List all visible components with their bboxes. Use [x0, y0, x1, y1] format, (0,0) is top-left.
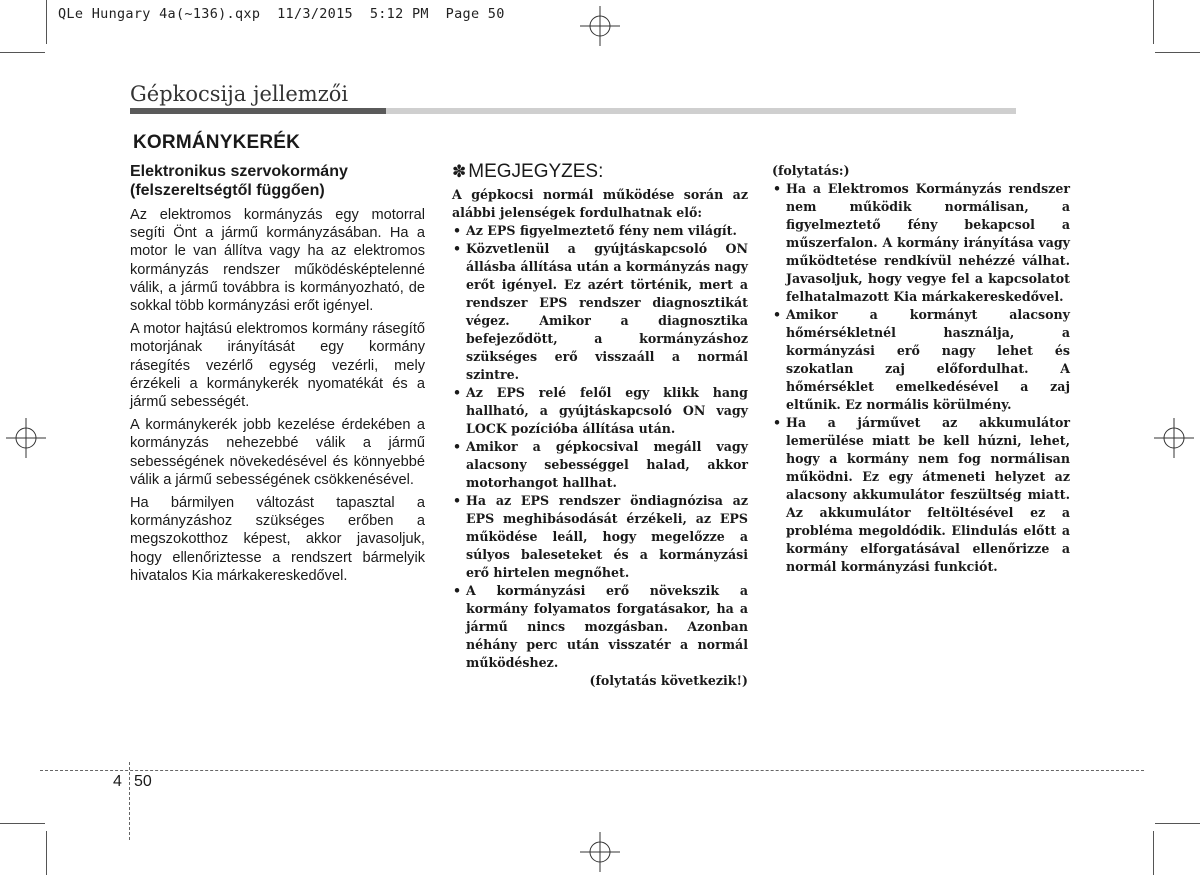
- header-bar-extension: [386, 108, 1016, 114]
- note-bullet-list: [452, 222, 748, 672]
- page-number: 50: [134, 773, 152, 790]
- footer-rule: [40, 770, 1144, 771]
- print-header: QLe Hungary 4a(~136).qxp 11/3/2015 5:12 PM Page 50: [58, 6, 505, 22]
- paragraph: Az elektromos kormányzás egy motorral segíti Önt a jármű kormányzásában. Ha a motor le van állítva vagy ha az elektromos kormányzás rendszer működésképtelenné válik, a jármű továbbra is kormányozható, de sokkal több kormányzási erőt igényel.: [130, 207, 425, 315]
- subheading: Elektronikus szervokormány (felszereltségtől függően): [130, 163, 348, 199]
- list-item: • Amikor a kormányt alacsony hőmérsékletnél használja, a kormányzási erő nagy lehet és szokatlan zaj előfordulhat. A hőmérséklet emelkedésével a zaj eltűnik. Ez normális körülmény.: [772, 306, 1070, 414]
- note-title: MEGJEGYZES:: [468, 161, 604, 182]
- list-item: • Közvetlenül a gyújtáskapcsoló ON állásba állítása után a kormányzás nagy erőt igényel. Ez azért történik, mert a rendszer EPS rendszer diagnosztikát végez. Amikor a diagnosztika befejeződött, a kormányzáshoz szükséges erő visszaáll a normál szintre.: [452, 240, 748, 384]
- right-column: [772, 162, 1070, 576]
- list-item: • Ha a Elektromos Kormányzás rendszer nem működik normálisan, a figyelmeztető fény bekapcsol a műszerfalon. A kormány irányítása vagy működtetése rendkívül nehézzé válhat. Javasoljuk, hogy vegye fel a kapcsolatot felhatalmazott Kia márkakereskedővel.: [772, 180, 1070, 306]
- list-item: • Ha a járművet az akkumulátor lemerülése miatt be kell húzni, lehet, hogy a kormány nem fog normálisan működni. Ez egy átmeneti helyzet az alacsony akkumulátor feszültség miatt. Az akkumulátor feltöltésével ez a probléma megoldódik. Elindulás előtt a kormány elforgatásával ellenőrizze a normál kormányzási funkciót.: [772, 414, 1070, 576]
- note-box: [452, 161, 748, 690]
- paragraph: A kormánykerék jobb kezelése érdekében a kormányzás nehezebbé válik a jármű sebességének növekedésével és könnyebbé válik a jármű sebességének csökkenésével.: [130, 417, 425, 488]
- registration-mark-left: [4, 416, 48, 460]
- list-item: • Amikor a gépkocsival megáll vagy alacsony sebességgel halad, akkor motorhangot hallhat.: [452, 438, 748, 492]
- section-header: Gépkocsija jellemzői: [130, 82, 349, 106]
- header-bar: [130, 108, 386, 114]
- continued-label: (folytatás következik!): [589, 673, 748, 688]
- registration-mark-right: [1152, 416, 1196, 460]
- list-item: • Az EPS relé felől egy klikk hang hallható, a gyújtáskapcsoló ON vagy LOCK pozícióba állítása után.: [452, 384, 748, 438]
- paragraph: A motor hajtású elektromos kormány rásegítő motorjának irányítását egy kormány rásegítés vezérlő egység vezérli, mely érzékeli a kormánykerék nyomatékát és a jármű sebességét.: [130, 321, 425, 411]
- continuation-bullet-list: [772, 180, 1070, 576]
- left-column: [130, 162, 425, 590]
- footer-divider: [129, 762, 130, 840]
- note-heading: [452, 161, 748, 183]
- list-item: • A kormányzási erő növekszik a kormány folyamatos forgatásakor, ha a jármű nincs mozgásban. Azonban néhány perc után visszatér a normál működéshez.: [452, 582, 748, 672]
- continuation-label: (folytatás:): [772, 163, 850, 178]
- note-star-icon: ✽: [452, 162, 467, 181]
- registration-mark-bottom: [578, 830, 622, 874]
- chapter-number: 4: [113, 773, 122, 790]
- list-item: • Az EPS figyelmeztető fény nem világít.: [452, 222, 748, 240]
- note-intro: A gépkocsi normál működése során az alábbi jelenségek fordulhatnak elő:: [452, 187, 748, 220]
- paragraph: Ha bármilyen változást tapasztal a kormányzáshoz szükséges erőben a megszokotthoz képest, akkor javasoljuk, hogy ellenőriztesse a rendszert bármelyik hivatalos Kia márkakereskedővel.: [130, 495, 425, 584]
- list-item: • Ha az EPS rendszer öndiagnózisa az EPS meghibásodását érzékeli, az EPS működése leáll, hogy megelőzze a súlyos baleseteket és a kormányzási erő hirtelen megnőhet.: [452, 492, 748, 582]
- registration-mark-top: [578, 4, 622, 48]
- section-title: KORMÁNYKERÉK: [133, 132, 301, 153]
